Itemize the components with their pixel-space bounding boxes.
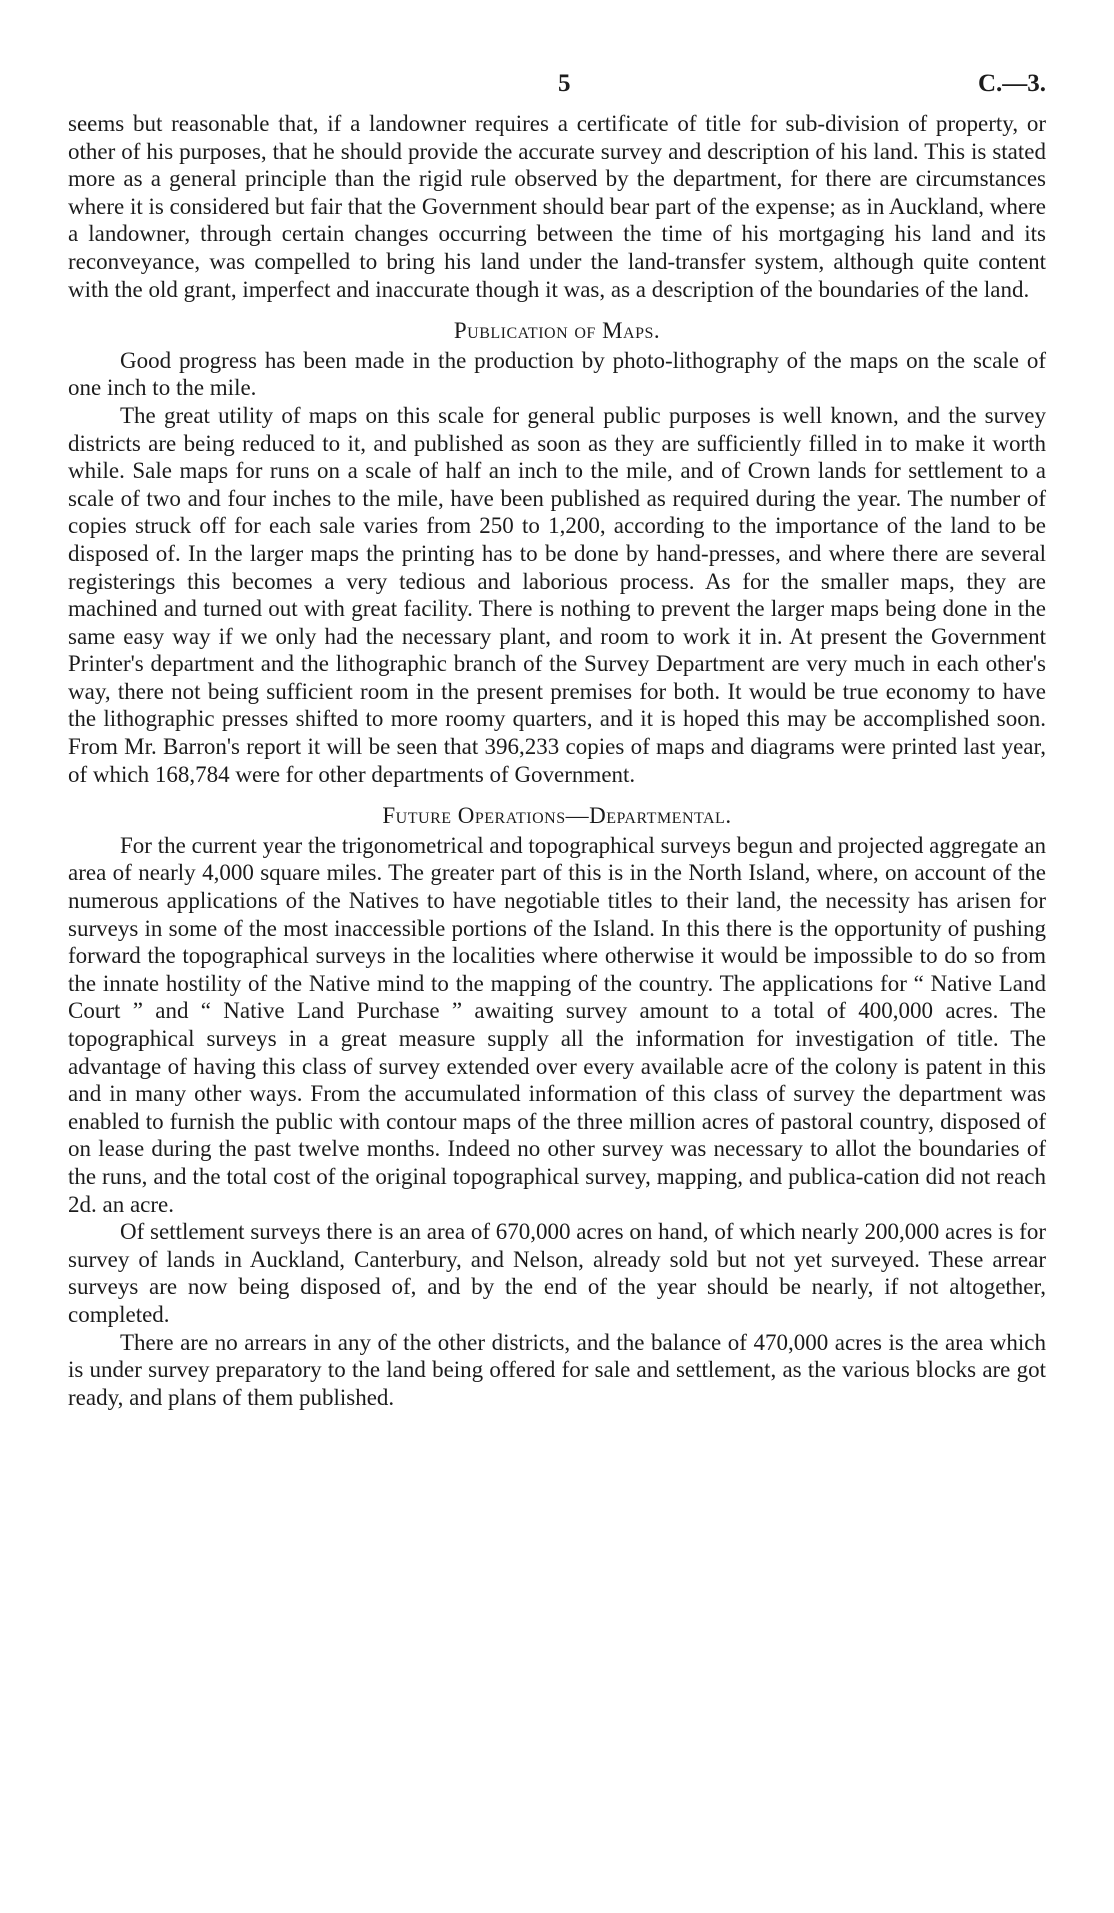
body-text	[68, 110, 1046, 1411]
document-page	[68, 70, 1046, 1411]
paragraph: Good progress has been made in the production by photo-lithography of the maps on the scale of one inch to the mile.	[68, 347, 1046, 401]
section-heading-future-operations: Future Operations—Departmental.	[382, 803, 732, 829]
paragraph: There are no arrears in any of the other districts, and the balance of 470,000 acres is the area which is under survey preparatory to the land being offered for sale and settlement, as the various blocks are got ready, and plans of them published.	[68, 1329, 1046, 1410]
intro-paragraph: seems but reasonable that, if a landowner requires a certificate of title for sub-division of property, or other of his purposes, that he should provide the accurate survey and description of his land. This is stated more as a general principle than the rigid rule observed by the department, for there are circumstances where it is considered but fair that the Government should bear part of the expense; as in Auckland, where a landowner, through certain changes occurring between the time of his mortgaging his land and its reconveyance, was compelled to bring his land under the land-transfer system, although quite content with the old grant, imperfect and inaccurate though it was, as a description of the boundaries of the land.	[68, 111, 1046, 302]
section-heading-publication-of-maps: Publication of Maps.	[453, 318, 661, 344]
page-number: 5	[558, 70, 571, 97]
page-header	[68, 70, 1046, 110]
paragraph: The great utility of maps on this scale for general public purposes is well known, and the survey districts are being reduced to it, and published as soon as they are sufficiently filled in to make it worth while. Sale maps for runs on a scale of half an inch to the mile, and of Crown lands for settlement to a scale of two and four inches to the mile, have been published as required during the year. The number of copies struck off for each sale varies from 250 to 1,200, according to the importance of the land to be disposed of. In the larger maps the printing has to be done by hand-presses, and where there are several registerings this becomes a very tedious and laborious process. As for the smaller maps, they are machined and turned out with great facility. There is nothing to prevent the larger maps being done in the same easy way if we only had the necessary plant, and room to work it in. At present the Government Printer's department and the lithographic branch of the Survey Department are very much in each other's way, there not being sufficient room in the present premises for both. It would be true economy to have the lithographic presses shifted to more roomy quarters, and it is hoped this may be accomplished soon. From Mr. Barron's report it will be seen that 396,233 copies of maps and diagrams were printed last year, of which 168,784 were for other departments of Government.	[68, 402, 1046, 787]
paragraph: Of settlement surveys there is an area of 670,000 acres on hand, of which nearly 200,000 acres is for survey of lands in Auckland, Canterbury, and Nelson, already sold but not yet surveyed. These arrear surveys are now being disposed of, and by the end of the year should be nearly, if not altogether, completed.	[68, 1219, 1046, 1327]
document-reference: C.—3.	[977, 70, 1046, 97]
paragraph: For the current year the trigonometrical and topographical surveys begun and projected aggregate an area of nearly 4,000 square miles. The greater part of this is in the North Island, where, on account of the numerous applications of the Natives to have negotiable titles to their land, the necessity has arisen for surveys in some of the most inaccessible portions of the Island. In this there is the opportunity of pushing forward the topographical surveys in the localities where otherwise it would be impossible to do so from the innate hostility of the Native mind to the mapping of the country. The applications for “ Native Land Court ” and “ Native Land Purchase ” awaiting survey amount to a total of 400,000 acres. The topographical surveys in a great measure supply all the information for investigation of title. The advantage of having this class of survey extended over every available acre of the colony is patent in this and in many other ways. From the accumulated information of this class of survey the department was enabled to furnish the public with contour maps of the three million acres of pastoral country, disposed of on lease during the past twelve months. Indeed no other survey was necessary to allot the boundaries of the runs, and the total cost of the original topographical survey, mapping, and publica-cation did not reach 2d. an acre.	[68, 832, 1046, 1217]
